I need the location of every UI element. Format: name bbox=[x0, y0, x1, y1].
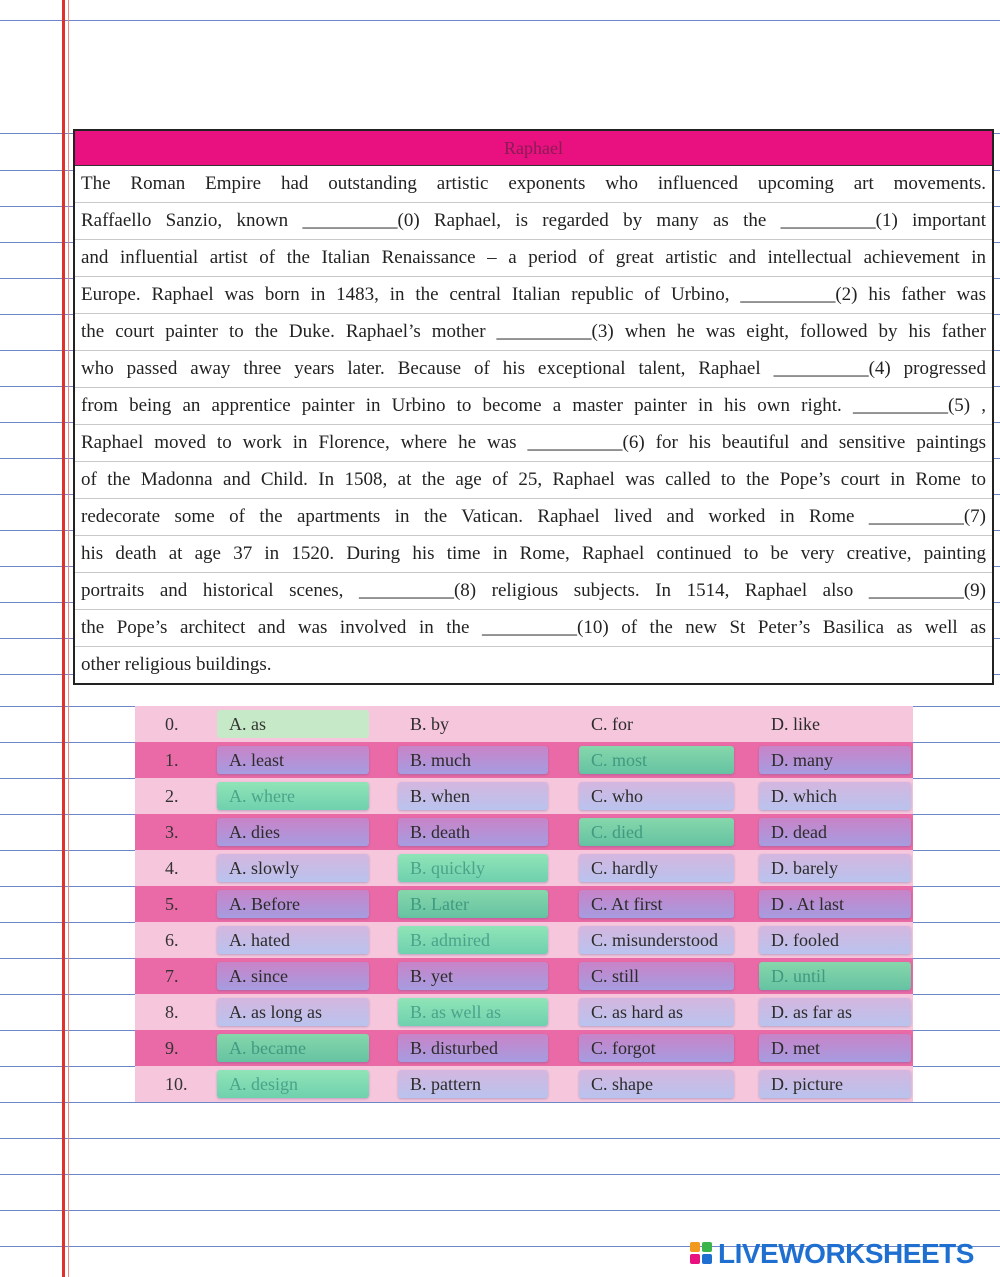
option-c[interactable]: C. as hard as bbox=[579, 998, 734, 1026]
option-a[interactable]: A. least bbox=[217, 746, 369, 774]
question-number: 1. bbox=[165, 750, 179, 770]
passage-line: other religious buildings. bbox=[81, 654, 272, 675]
option-c[interactable]: C. still bbox=[579, 962, 734, 990]
question-number: 2. bbox=[165, 786, 179, 806]
question-number: 9. bbox=[165, 1038, 179, 1058]
passage-line: and influential artist of the Italian Renaissance – a period of great artistic and intellectual achievement in bbox=[75, 240, 992, 277]
option-row-6 bbox=[135, 922, 913, 958]
option-c[interactable]: C. most bbox=[579, 746, 734, 774]
passage-title: Raphael bbox=[75, 131, 992, 166]
option-a[interactable]: A. as bbox=[217, 710, 369, 738]
option-d[interactable]: D. dead bbox=[759, 818, 911, 846]
option-row-2 bbox=[135, 778, 913, 814]
reading-passage bbox=[73, 129, 994, 685]
option-row-10 bbox=[135, 1066, 913, 1102]
option-a[interactable]: A. slowly bbox=[217, 854, 369, 882]
option-a[interactable]: A. since bbox=[217, 962, 369, 990]
passage-line: who passed away three years later. Because of his exceptional talent, Raphael __________(4) progressed bbox=[75, 351, 992, 388]
passage-line: Raffaello Sanzio, known __________(0) Raphael, is regarded by many as the __________(1) important bbox=[75, 203, 992, 240]
passage-line: the Pope’s architect and was involved in the __________(10) of the new St Peter’s Basilica as well as bbox=[75, 610, 992, 647]
option-c[interactable]: C. forgot bbox=[579, 1034, 734, 1062]
passage-line: from being an apprentice painter in Urbino to become a master painter in his own right. __________(5) , bbox=[75, 388, 992, 425]
option-a[interactable]: A. as long as bbox=[217, 998, 369, 1026]
passage-line: portraits and historical scenes, __________(8) religious subjects. In 1514, Raphael also __________(9) bbox=[75, 573, 992, 610]
ruled-line bbox=[0, 1210, 1000, 1211]
option-d[interactable]: D. met bbox=[759, 1034, 911, 1062]
option-b[interactable]: B. quickly bbox=[398, 854, 548, 882]
question-number: 8. bbox=[165, 1002, 179, 1022]
option-c[interactable]: C. misunderstood bbox=[579, 926, 734, 954]
passage-line: The Roman Empire had outstanding artistic exponents who influenced upcoming art movements. bbox=[75, 166, 992, 203]
ruled-line bbox=[0, 1102, 1000, 1103]
passage-line: of the Madonna and Child. In 1508, at the age of 25, Raphael was called to the Pope’s court in Rome to bbox=[75, 462, 992, 499]
passage-line: Raphael moved to work in Florence, where he was __________(6) for his beautiful and sensitive paintings bbox=[75, 425, 992, 462]
option-a[interactable]: A. where bbox=[217, 782, 369, 810]
option-d[interactable]: D. as far as bbox=[759, 998, 911, 1026]
ruled-line bbox=[0, 1138, 1000, 1139]
option-row-1 bbox=[135, 742, 913, 778]
option-d[interactable]: D. fooled bbox=[759, 926, 911, 954]
passage-line: the court painter to the Duke. Raphael’s mother __________(3) when he was eight, followed by his father bbox=[75, 314, 992, 351]
option-c[interactable]: C. hardly bbox=[579, 854, 734, 882]
passage-line: redecorate some of the apartments in the Vatican. Raphael lived and worked in Rome __________(7) bbox=[75, 499, 992, 536]
question-number: 10. bbox=[165, 1074, 188, 1094]
option-b[interactable]: B. disturbed bbox=[398, 1034, 548, 1062]
option-d[interactable]: D. barely bbox=[759, 854, 911, 882]
question-number: 0. bbox=[165, 714, 179, 734]
option-d[interactable]: D. like bbox=[771, 714, 820, 734]
question-number: 5. bbox=[165, 894, 179, 914]
options-table bbox=[135, 706, 913, 1102]
option-c[interactable]: C. who bbox=[579, 782, 734, 810]
option-b[interactable]: B. death bbox=[398, 818, 548, 846]
option-b[interactable]: B. when bbox=[398, 782, 548, 810]
option-b[interactable]: B. as well as bbox=[398, 998, 548, 1026]
option-d[interactable]: D. until bbox=[759, 962, 911, 990]
option-c[interactable]: C. died bbox=[579, 818, 734, 846]
ruled-line bbox=[0, 20, 1000, 21]
option-a[interactable]: A. Before bbox=[217, 890, 369, 918]
ruled-line bbox=[0, 1174, 1000, 1175]
liveworksheets-logo-icon bbox=[690, 1242, 714, 1266]
option-row-0 bbox=[135, 706, 913, 742]
option-a[interactable]: A. became bbox=[217, 1034, 369, 1062]
option-row-4 bbox=[135, 850, 913, 886]
option-c[interactable]: C. shape bbox=[579, 1070, 734, 1098]
question-number: 7. bbox=[165, 966, 179, 986]
passage-line: his death at age 37 in 1520. During his time in Rome, Raphael continued to be very creative, painting bbox=[75, 536, 992, 573]
option-b[interactable]: B. much bbox=[398, 746, 548, 774]
option-a[interactable]: A. hated bbox=[217, 926, 369, 954]
option-row-7 bbox=[135, 958, 913, 994]
option-c[interactable]: C. At first bbox=[579, 890, 734, 918]
option-d[interactable]: D. which bbox=[759, 782, 911, 810]
option-b[interactable]: B. yet bbox=[398, 962, 548, 990]
option-b[interactable]: B. Later bbox=[398, 890, 548, 918]
option-b[interactable]: B. admired bbox=[398, 926, 548, 954]
liveworksheets-logo bbox=[690, 1237, 974, 1271]
option-b[interactable]: B. pattern bbox=[398, 1070, 548, 1098]
option-row-8 bbox=[135, 994, 913, 1030]
margin-line bbox=[62, 0, 65, 1277]
option-a[interactable]: A. design bbox=[217, 1070, 369, 1098]
option-d[interactable]: D. picture bbox=[759, 1070, 911, 1098]
question-number: 6. bbox=[165, 930, 179, 950]
option-row-3 bbox=[135, 814, 913, 850]
option-row-5 bbox=[135, 886, 913, 922]
margin-line bbox=[68, 0, 69, 1277]
option-d[interactable]: D. many bbox=[759, 746, 911, 774]
option-c[interactable]: C. for bbox=[591, 714, 633, 734]
option-a[interactable]: A. dies bbox=[217, 818, 369, 846]
logo-text: LIVEWORKSHEETS bbox=[718, 1238, 974, 1269]
option-row-9 bbox=[135, 1030, 913, 1066]
question-number: 4. bbox=[165, 858, 179, 878]
option-d[interactable]: D . At last bbox=[759, 890, 911, 918]
option-b[interactable]: B. by bbox=[410, 714, 450, 734]
question-number: 3. bbox=[165, 822, 179, 842]
passage-line: Europe. Raphael was born in 1483, in the central Italian republic of Urbino, __________(2) his father was bbox=[75, 277, 992, 314]
